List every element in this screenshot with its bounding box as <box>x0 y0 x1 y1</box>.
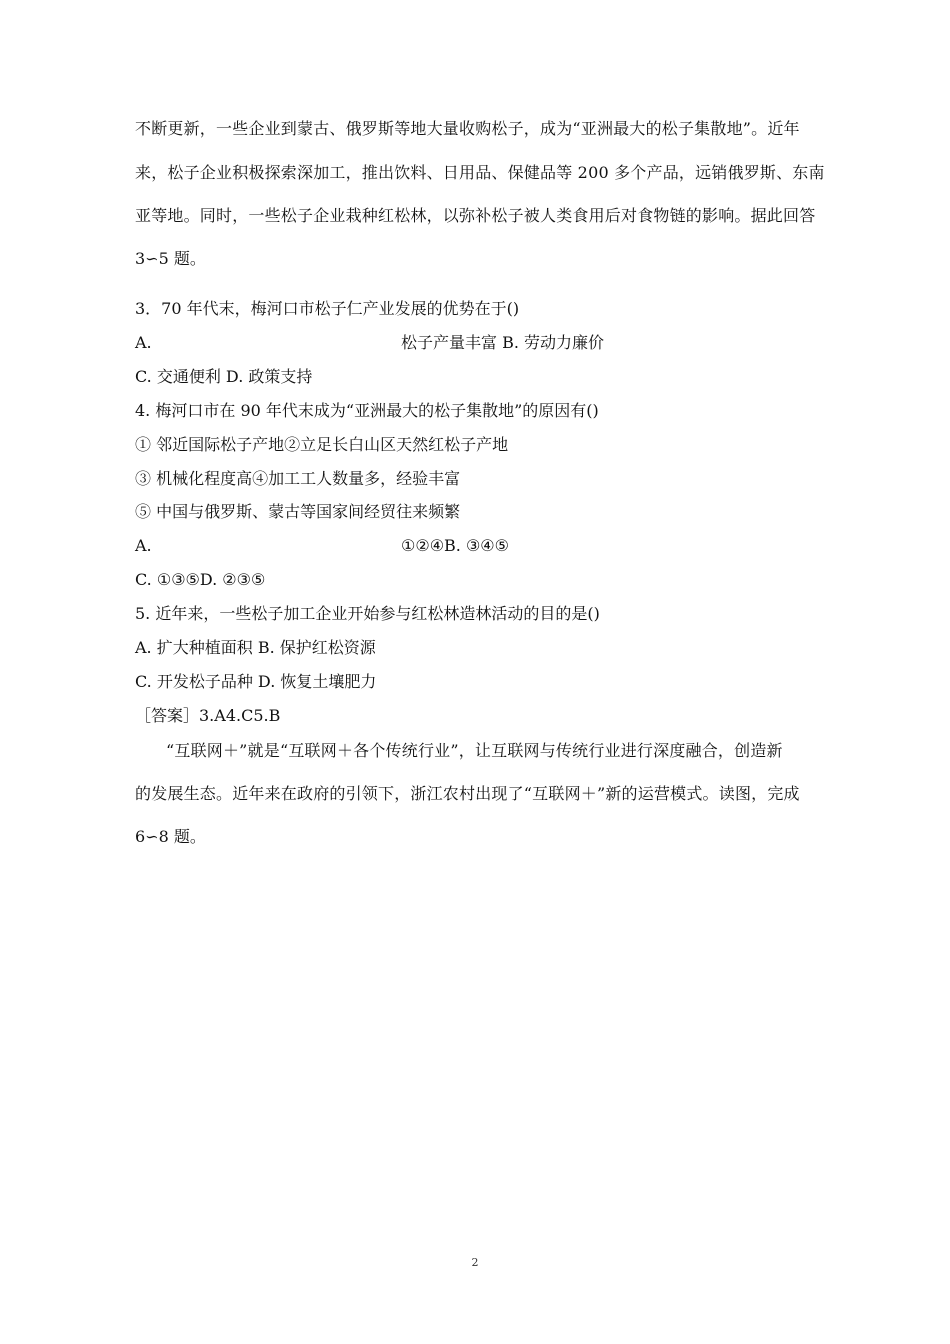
passage2-line-1: “互联网＋”就是“互联网＋各个传统行业”，让互联网与传统行业进行深度融合，创造新 <box>166 741 783 760</box>
page-number: 2 <box>471 1256 479 1269</box>
passage-line-3: 亚等地。同时，一些松子企业栽种红松林，以弥补松子被人类食用后对食物链的影响。据此回答 <box>135 206 816 225</box>
option-a-label: A. <box>135 333 152 352</box>
option-a-label: A. <box>135 536 152 555</box>
passage2-line-2: 的发展生态。近年来在政府的引领下，浙江农村出现了“互联网＋”新的运营模式。读图，完成 <box>135 784 800 803</box>
answer-key: ［答案］3.A4.C5.B <box>135 706 281 725</box>
question-4-stem: 4. 梅河口市在 90 年代末成为“亚洲最大的松子集散地”的原因有() <box>135 401 599 420</box>
question-4-item-1: ① 邻近国际松子产地②立足长白山区天然红松子产地 <box>135 435 509 454</box>
passage-line-2: 来，松子企业积极探索深加工，推出饮料、日用品、保健品等 200 多个产品，远销俄罗斯、东南 <box>135 163 825 182</box>
question-3-stem: 3．70 年代末，梅河口市松子仁产业发展的优势在于() <box>135 299 520 318</box>
question-5-options-cd: C. 开发松子品种 D. 恢复土壤肥力 <box>135 672 377 691</box>
question-5-stem: 5. 近年来，一些松子加工企业开始参与红松林造林活动的目的是() <box>135 604 600 623</box>
question-4-item-3: ⑤ 中国与俄罗斯、蒙古等国家间经贸往来频繁 <box>135 502 461 521</box>
question-5-options-ab: A. 扩大种植面积 B. 保护红松资源 <box>135 638 376 657</box>
question-3-options-cd: C. 交通便利 D. 政策支持 <box>135 367 313 386</box>
question-4-item-2: ③ 机械化程度高④加工工人数量多，经验丰富 <box>135 469 461 488</box>
option-a-b-text: 松子产量丰富 B. 劳动力廉价 <box>401 333 605 352</box>
passage2-line-3: 6∽8 题。 <box>135 827 206 846</box>
question-4-options-cd: C. ①③⑤D. ②③⑤ <box>135 570 266 589</box>
passage-line-1: 不断更新，一些企业到蒙古、俄罗斯等地大量收购松子，成为“亚洲最大的松子集散地”。近年 <box>135 119 800 138</box>
option-a-b-text: ①②④B. ③④⑤ <box>401 536 509 555</box>
passage-line-4: 3∽5 题。 <box>135 249 206 268</box>
